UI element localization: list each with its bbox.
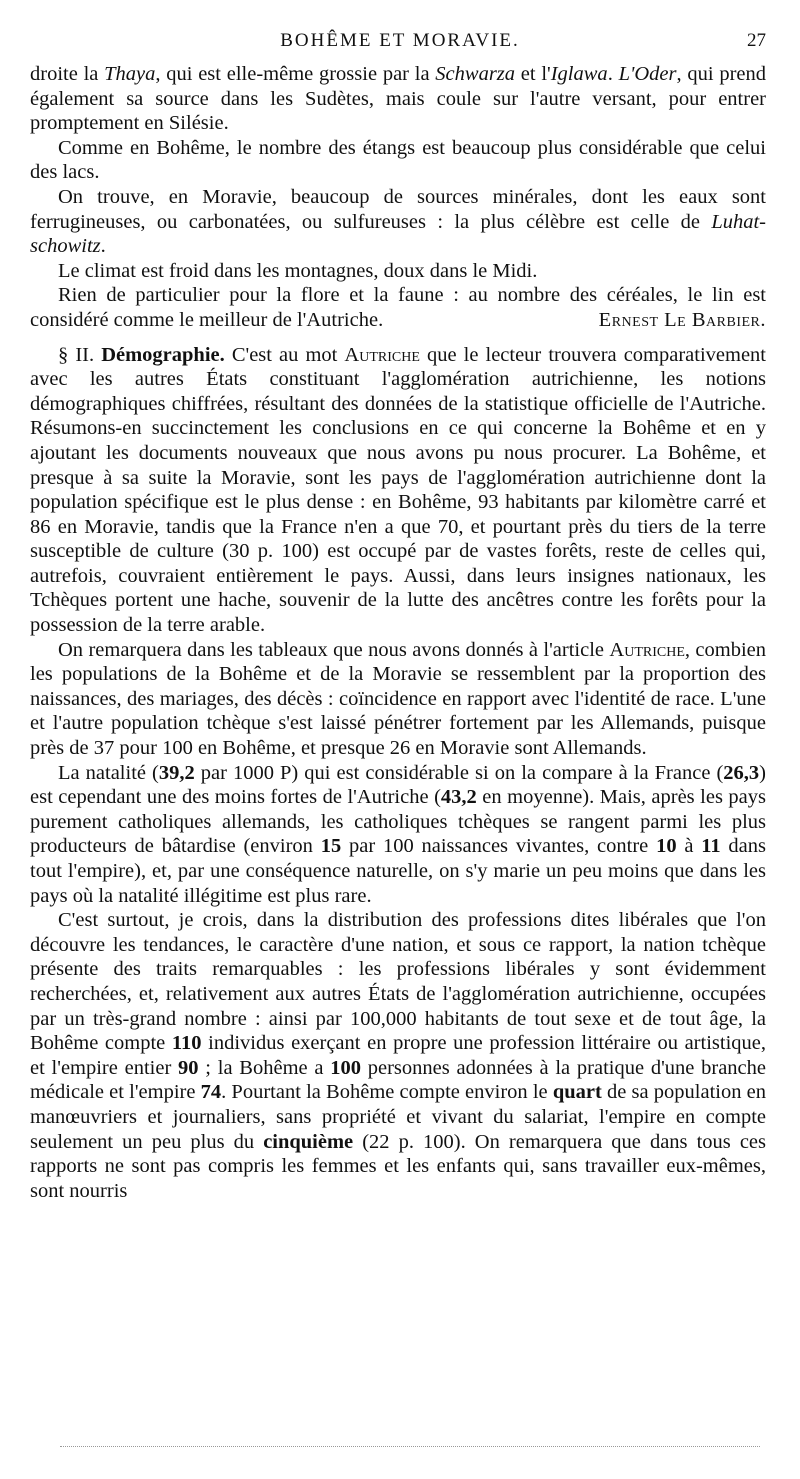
paragraph-climate: Le climat est froid dans les montagnes, doux dans le Midi. xyxy=(58,259,538,282)
paragraph-demographie: § II. Démographie. C'est au mot Autriche que le lecteur trouvera comparativement avec les autres États constituant l'agglomération autrichienne, les notions démographiques chiffrées, résultant des données de la statistique officielle de l'Autriche. Résumons-en succinctement les conclusions en ce qui concerne la Bohême et en y ajoutant les documents nouveaux que nous avons pu nous procurer. La Bohême, et presque à sa suite la Moravie, sont les pays de l'agglomération autrichienne dont la population spécifique est le plus dense : en Bohême, 93 habitants par kilomètre carré et 86 en Moravie, tandis que la France n'en a que 70, et pourtant près du tiers de la terre susceptible de culture (30 p. 100) est occupé par de vastes forêts, reste de celles qui, autrefois, couvraient entièrement le pays. Aussi, dans leurs insignes nationaux, les Tchèques portent une hache, souvenir de la lutte des ancêtres contre les forêts pour la possession de la terre arable. xyxy=(30,343,766,637)
section-number: § II. xyxy=(58,343,95,366)
paragraph-rivers: droite la Thaya, qui est elle-même grossie par la Schwarza et l'Iglawa. L'Oder, qui prend également sa source dans les Sudètes, mais coule sur l'autre versant, pour entrer promptement en Silésie. xyxy=(30,63,767,135)
paragraph-mineral-springs: On trouve, en Moravie, beaucoup de sources minérales, dont les eaux sont ferrugineuses, ou carbonatées, ou sulfureuses : la plus célèbre est celle de Luhat-schowitz. xyxy=(30,185,766,258)
paragraph-flora: Rien de particulier pour la flore et la faune : au nombre des céréales, le lin est considéré comme le meilleur de l'Autriche. Ernest Le Barbier. xyxy=(30,284,766,331)
paragraph-ponds: Comme en Bohême, le nombre des étangs est beaucoup plus considérable que celui des lacs. xyxy=(30,136,766,184)
paragraph-natalite: La natalité (39,2 par 1000 P) qui est considérable si on la compare à la France (26,3) est cependant une des moins fortes de l'Autriche (43,2 en moyenne). Mais, après les pays purement catholiques allemands, les catholiques tchèques se rangent parmi les plus producteurs de bâtardise (environ 15 par 100 naissances vivantes, contre 10 à 11 dans tout l'empire), et, par une conséquence naturelle, on s'y marie un peu moins que dans les pays où la natalité illégitime est plus rare. xyxy=(30,761,767,907)
footer-rule xyxy=(60,1446,760,1447)
header-title: BOHÊME ET MORAVIE. xyxy=(280,30,520,51)
paragraph-tableaux: On remarquera dans les tableaux que nous avons donnés à l'article Autriche, combien les populations de la Bohême et de la Moravie se ressemblent par la proportion des naissances, des mariages, des décès : coïncidence en rapport avec l'identité de race. L'une et l'autre population tchèque s'est laissé pénétrer fortement par les Allemands, puisque près de 37 pour 100 en Bohême, et presque 26 en Moravie sont Allemands. xyxy=(30,638,766,760)
paragraph-professions: C'est surtout, je crois, dans la distribution des professions dites libérales que l'on découvre les tendances, le caractère d'une nation, et sous ce rapport, la nation tchèque présente des traits remarquables : les professions libérales y sont évidemment recherchées, et, relativement aux autres États de l'agglomération autrichienne, occupées par un très-grand nombre : ainsi par 100,000 habitants de tout sexe et de tout âge, la Bohême compte 110 individus exerçant en propre une profession littéraire ou artistique, et l'empire entier 90 ; la Bohême a 100 personnes adonnées à la pratique d'une branche médicale et l'empire 74. Pourtant la Bohême compte environ le quart de sa population en manœuvriers et journaliers, sans propriété et vivant du salariat, l'empire en compte seulement un peu plus du cinquième (22 p. 100). On remarquera que dans tous ces rapports ne sont pas compris les femmes et les enfants qui, sans travailler eux-mêmes, sont nourris xyxy=(30,909,767,1202)
author-signature: Ernest Le Barbier. xyxy=(598,308,766,331)
running-header xyxy=(30,30,770,56)
body-text xyxy=(30,62,766,1203)
page-number: 27 xyxy=(747,30,766,51)
section-heading: Démographie. xyxy=(101,343,225,366)
